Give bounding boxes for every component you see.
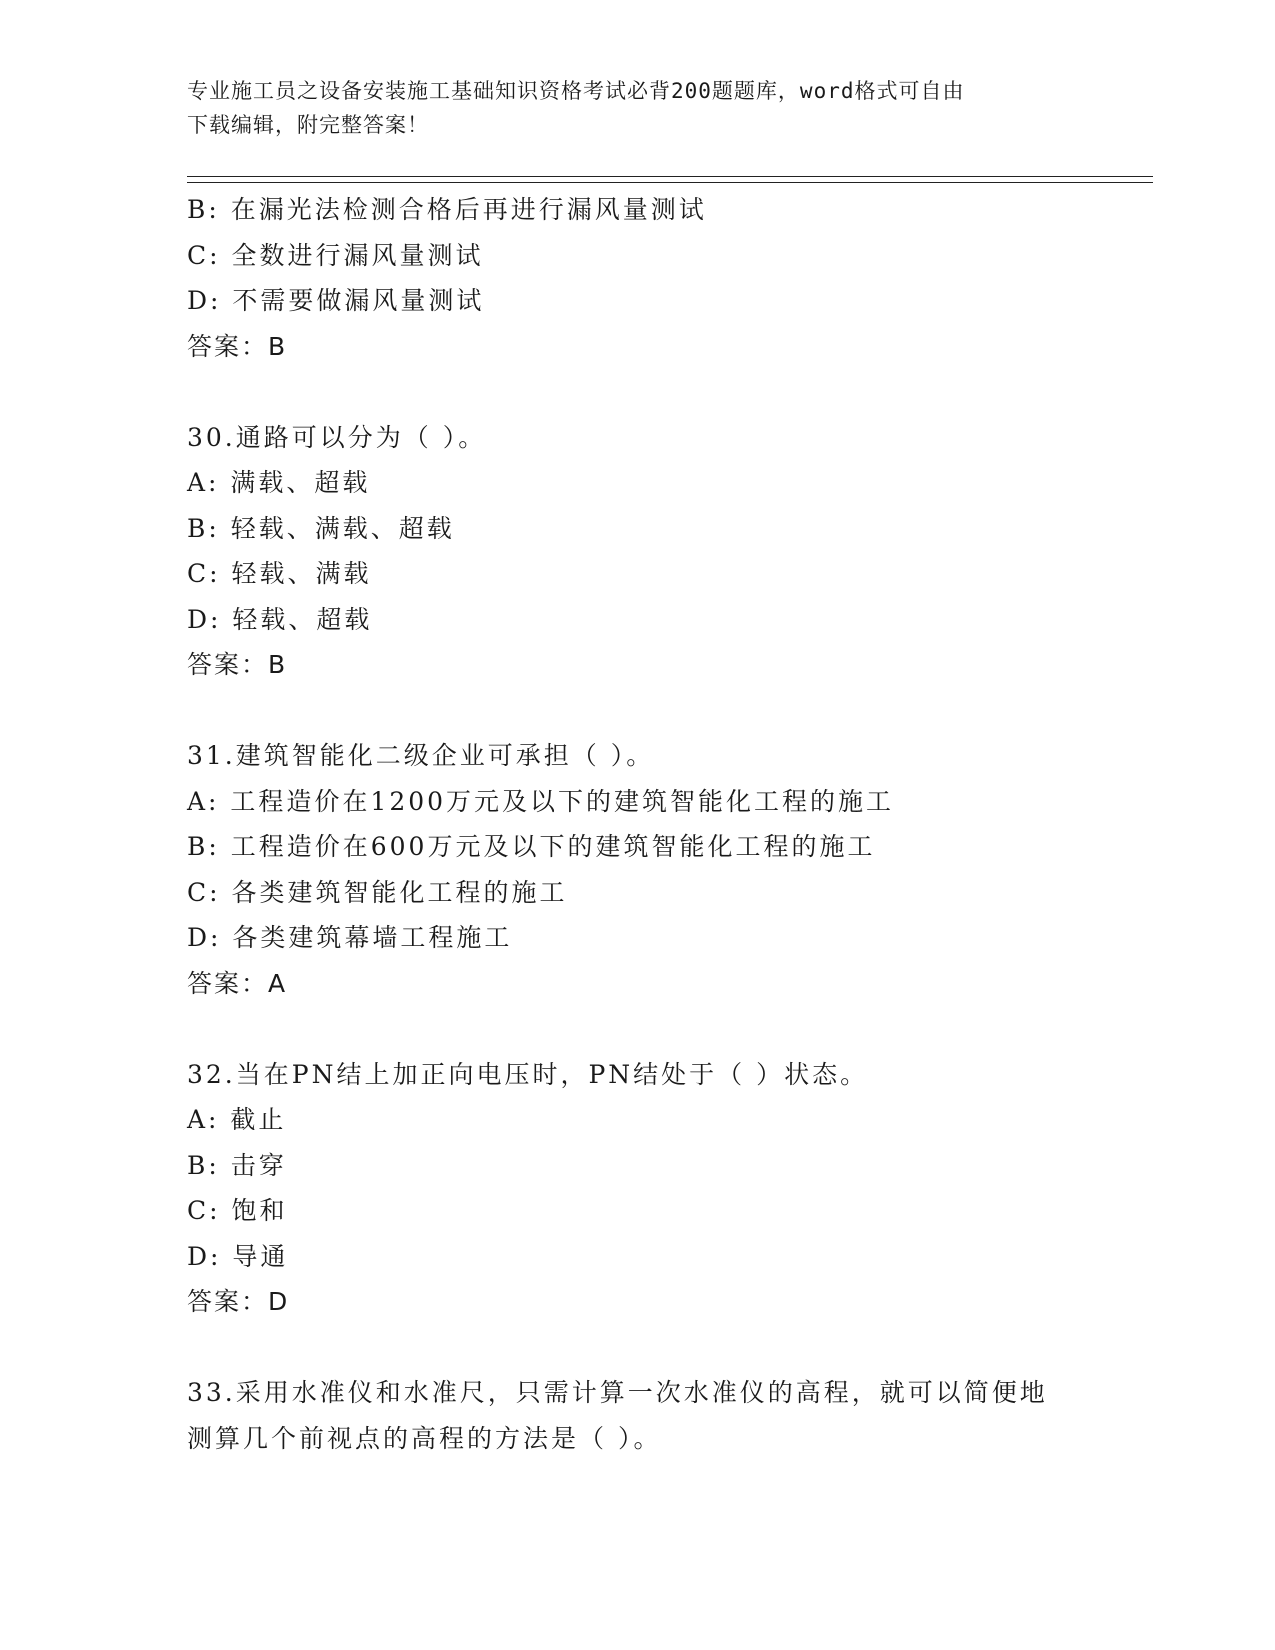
question-33 [187,1370,1117,1461]
answer: 答案：B [187,650,288,679]
header-divider-top [187,176,1153,177]
document-header [187,74,1067,142]
option-d: D: 各类建筑幕墙工程施工 [187,923,513,952]
question-31 [187,733,1117,1006]
option-c: C: 全数进行漏风量测试 [187,240,484,270]
question-text: 32.当在PN结上加正向电压时，PN结处于（ ）状态。 [187,1059,869,1089]
question-text: 30.通路可以分为（ ）。 [187,422,487,452]
question-29-continued [187,187,1117,369]
question-30 [187,415,1117,688]
question-text: 31.建筑智能化二级企业可承担（ ）。 [187,741,655,770]
option-d: D: 导通 [187,1241,289,1271]
option-a: A: 截止 [187,1105,287,1134]
option-b: B: 工程造价在600万元及以下的建筑智能化工程的施工 [187,832,876,861]
answer: 答案：D [187,1287,290,1316]
question-text-line-1: 33.采用水准仪和水准尺，只需计算一次水准仪的高程，就可以简便地 [187,1378,1048,1407]
option-c: C: 轻载、满载 [187,559,372,588]
option-b: B: 击穿 [187,1150,287,1180]
header-line-2: 下载编辑，附完整答案！ [187,113,429,137]
header-divider-bottom [187,182,1153,183]
option-a: A: 工程造价在1200万元及以下的建筑智能化工程的施工 [187,786,895,816]
option-d: D: 轻载、超载 [187,604,373,634]
question-text-line-2: 测算几个前视点的高程的方法是（ ）。 [187,1423,662,1453]
question-list [187,187,1117,1461]
answer: 答案：A [187,968,288,998]
option-c: C: 饱和 [187,1196,288,1225]
option-c: C: 各类建筑智能化工程的施工 [187,877,568,907]
header-line-1: 专业施工员之设备安装施工基础知识资格考试必背200题题库，word格式可自由 [187,79,965,103]
option-a: A: 满载、超载 [187,468,371,497]
option-b: B: 在漏光法检测合格后再进行漏风量测试 [187,195,707,224]
answer: 答案：B [187,331,288,361]
option-b: B: 轻载、满载、超载 [187,513,455,543]
option-d: D: 不需要做漏风量测试 [187,286,485,315]
question-32 [187,1052,1117,1325]
